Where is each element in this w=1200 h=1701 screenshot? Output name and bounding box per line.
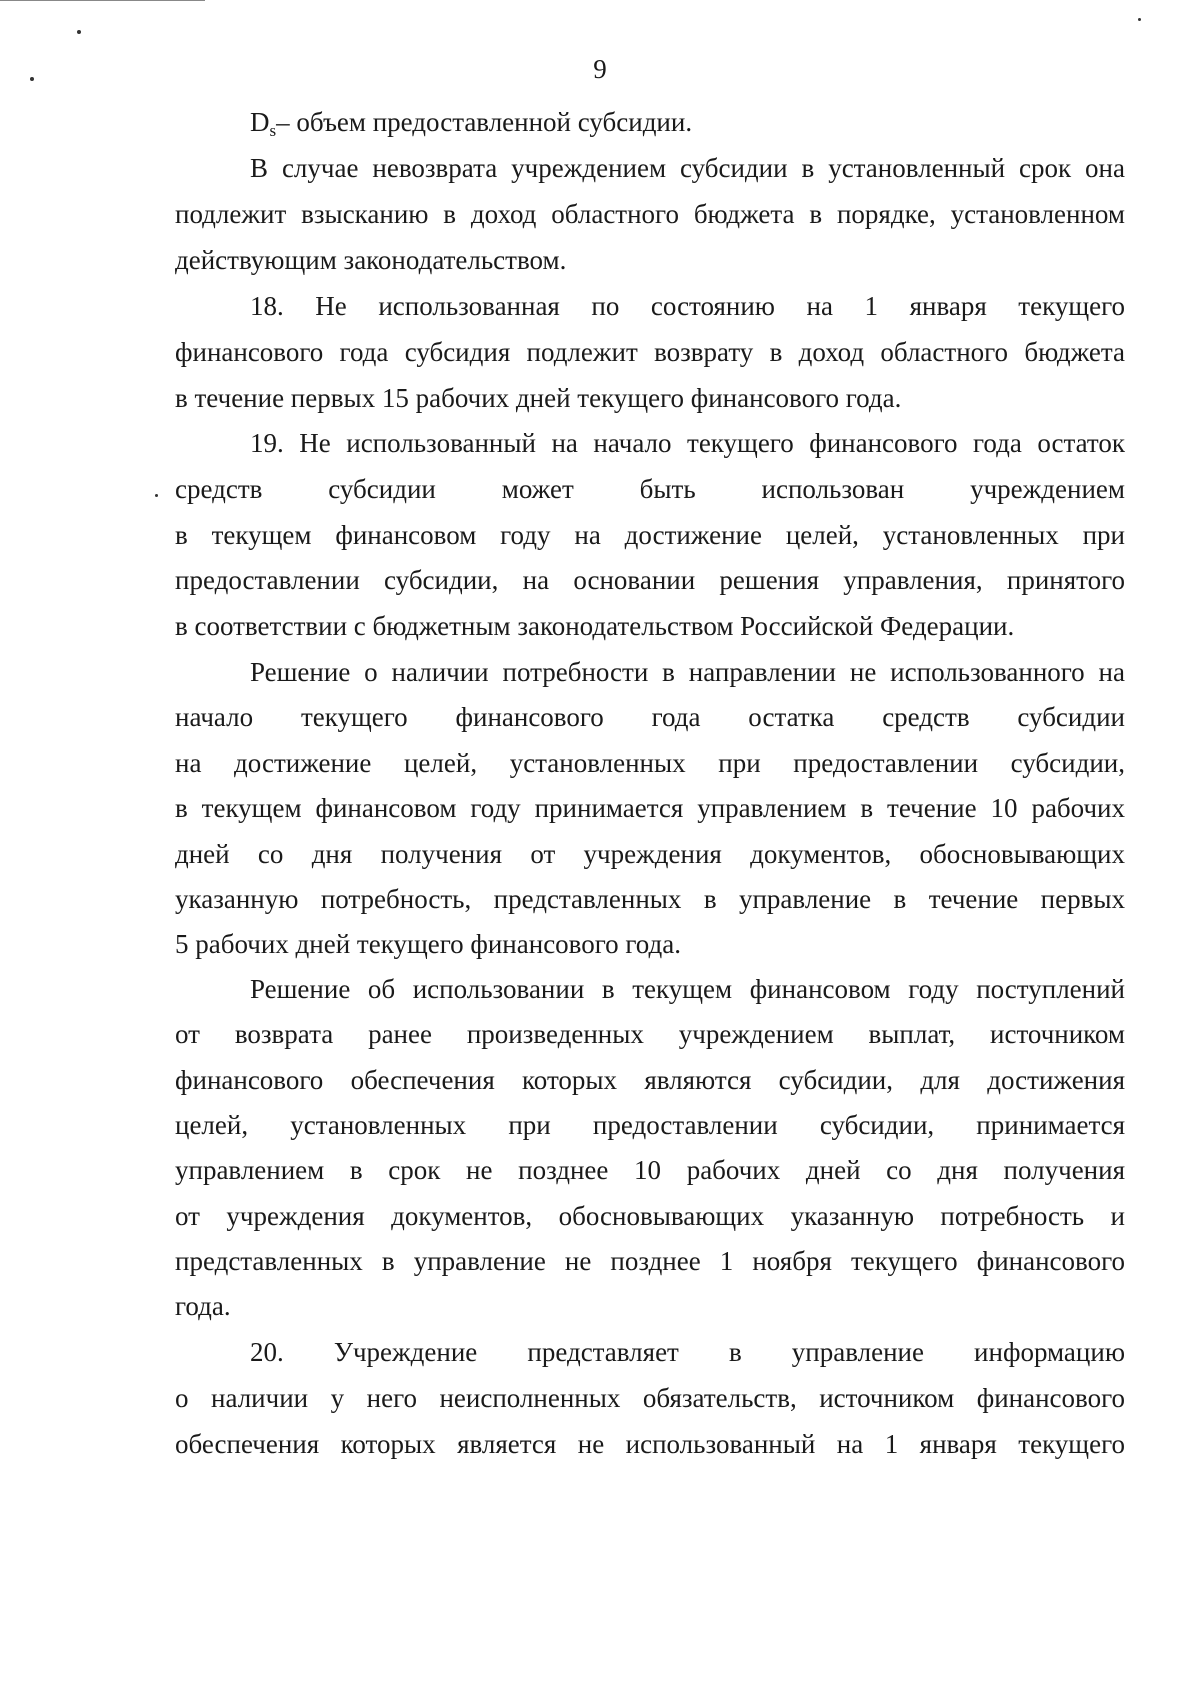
text-line: в текущем финансовом году принимается управлением в течение 10 рабочих: [175, 793, 1125, 823]
text-line: Решение о наличии потребности в направлении не использованного на: [250, 657, 1125, 687]
scan-edge-line: [0, 0, 205, 1]
text-line: от возврата ранее произведенных учреждением выплат, источником: [175, 1019, 1125, 1049]
text-line: целей, установленных при предоставлении субсидии, принимается: [175, 1110, 1125, 1140]
text-line: в соответствии с бюджетным законодательством Российской Федерации.: [175, 611, 1015, 641]
text-line: финансового обеспечения которых являются субсидии, для достижения: [175, 1065, 1125, 1095]
text-line: от учреждения документов, обосновывающих указанную потребность и: [175, 1201, 1125, 1231]
text-line: указанную потребность, представленных в управление в течение первых: [175, 884, 1125, 914]
text-line: действующим законодательством.: [175, 245, 567, 275]
text-line: 19. Не использованный на начало текущего финансового года остаток: [250, 428, 1125, 458]
text-line: года.: [175, 1291, 231, 1321]
scan-speck: [1138, 18, 1141, 21]
definition-text: – объем предоставленной субсидии.: [276, 107, 693, 137]
text-line: 18. Не использованная по состоянию на 1 января текущего: [250, 291, 1125, 321]
text-line: финансового года субсидия подлежит возврату в доход областного бюджета: [175, 337, 1125, 367]
text-line: В случае невозврата учреждением субсидии в установленный срок она: [250, 153, 1125, 183]
text-line: Решение об использовании в текущем финансовом году поступлений: [250, 974, 1125, 1004]
text-line: предоставлении субсидии, на основании решения управления, принятого: [175, 565, 1125, 595]
scan-speck: [155, 494, 158, 497]
text-line: на достижение целей, установленных при предоставлении субсидии,: [175, 748, 1125, 778]
text-line: средств субсидии может быть использован учреждением: [175, 474, 1125, 504]
text-line: 5 рабочих дней текущего финансового года.: [175, 929, 681, 959]
text-line: в течение первых 15 рабочих дней текущего финансового года.: [175, 383, 902, 413]
text-line: дней со дня получения от учреждения документов, обосновывающих: [175, 839, 1125, 869]
text-line: 20. Учреждение представляет в управление информацию: [250, 1337, 1125, 1367]
text-line: обеспечения которых является не использованный на 1 января текущего: [175, 1429, 1125, 1459]
text-line: представленных в управление не позднее 1 ноября текущего финансового: [175, 1246, 1125, 1276]
text-line: в текущем финансовом году на достижение целей, установленных при: [175, 520, 1125, 550]
definition-symbol: D: [250, 107, 270, 137]
scan-speck: [77, 30, 81, 34]
page-number: 9: [593, 54, 607, 84]
text-line: начало текущего финансового года остатка средств субсидии: [175, 702, 1125, 732]
text-line: о наличии у него неисполненных обязательств, источником финансового: [175, 1383, 1125, 1413]
scan-speck: [30, 77, 34, 81]
text-line: подлежит взысканию в доход областного бюджета в порядке, установленном: [175, 199, 1125, 229]
text-line: управлением в срок не позднее 10 рабочих дней со дня получения: [175, 1155, 1125, 1185]
definition-line: [250, 105, 1125, 148]
definition-subscript: s: [269, 121, 277, 140]
